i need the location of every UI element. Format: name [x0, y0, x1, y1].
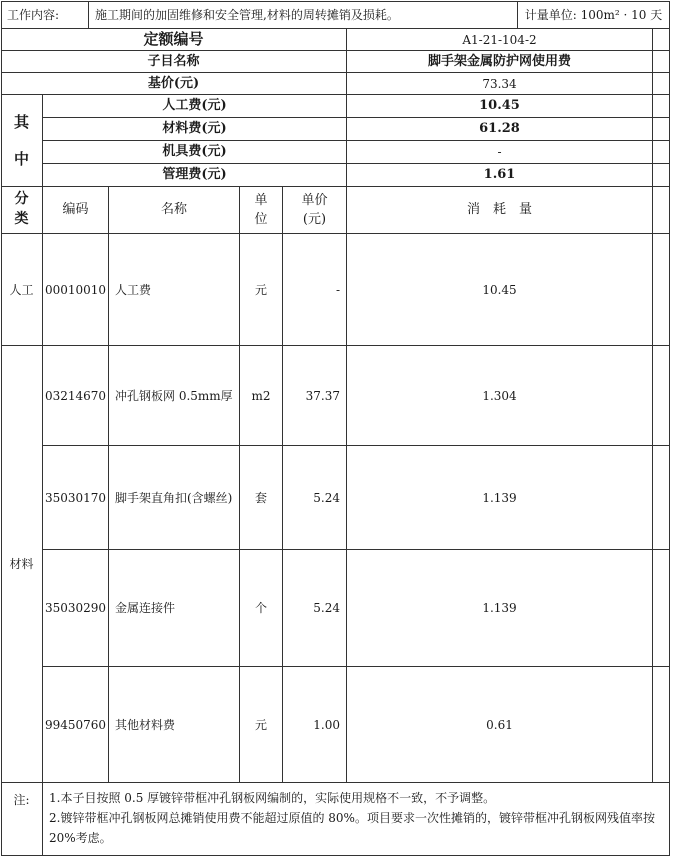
column-code: 编码 [43, 187, 109, 234]
blank-cell [653, 187, 670, 234]
item-name-label: 子目名称 [1, 51, 347, 73]
blank-cell [653, 550, 670, 667]
material-row-code: 35030290 [43, 550, 109, 667]
material-row-qty: 1.139 [347, 446, 653, 550]
blank-cell [653, 141, 670, 164]
labor-cost-label: 人工费(元) [43, 95, 347, 118]
management-cost-value: 1.61 [347, 164, 653, 187]
material-row-qty: 0.61 [347, 667, 653, 783]
material-row-name: 冲孔钢板网 0.5mm厚 [109, 346, 240, 446]
blank-cell [653, 234, 670, 346]
quota-code-label: 定额编号 [1, 29, 347, 51]
labor-cost-value: 10.45 [347, 95, 653, 118]
note-line-1: 1.本子目按照 0.5 厚镀锌带框冲孔钢板网编制的，实际使用规格不一致，不予调整。 [49, 791, 496, 806]
blank-cell [653, 164, 670, 187]
machinery-cost-value: - [347, 141, 653, 164]
material-row-code: 99450760 [43, 667, 109, 783]
column-unit: 单 位 [240, 187, 283, 234]
labor-row-unit: 元 [240, 234, 283, 346]
material-row-price: 5.24 [283, 446, 347, 550]
work-content-label: 工作内容: [1, 1, 89, 29]
management-cost-label: 管理费(元) [43, 164, 347, 187]
notes-label: 注: [1, 783, 43, 856]
quota-code-value: A1-21-104-2 [347, 29, 653, 51]
material-row-unit: 套 [240, 446, 283, 550]
machinery-cost-label: 机具费(元) [43, 141, 347, 164]
column-unit-price: 单价 (元) [283, 187, 347, 234]
material-row-price: 1.00 [283, 667, 347, 783]
blank-cell [653, 51, 670, 73]
column-consumption: 消 耗 量 [347, 187, 653, 234]
blank-cell [653, 346, 670, 446]
blank-cell [653, 118, 670, 141]
breakdown-group-label: 其 中 [1, 95, 43, 187]
material-row-name: 脚手架直角扣(含螺丝) [109, 446, 240, 550]
unit-of-measure: 计量单位: 100m² · 10 天 [518, 1, 670, 29]
column-category: 分 类 [1, 187, 43, 234]
blank-cell [653, 29, 670, 51]
material-row-price: 5.24 [283, 550, 347, 667]
material-row-name: 金属连接件 [109, 550, 240, 667]
material-row-qty: 1.304 [347, 346, 653, 446]
labor-row-price: - [283, 234, 347, 346]
material-row-unit: 个 [240, 550, 283, 667]
material-row-unit: m2 [240, 346, 283, 446]
item-name-value: 脚手架金属防护网使用费 [347, 51, 653, 73]
blank-cell [653, 95, 670, 118]
material-cost-label: 材料费(元) [43, 118, 347, 141]
material-row-code: 35030170 [43, 446, 109, 550]
notes-content [43, 783, 670, 856]
labor-row-name: 人工费 [109, 234, 240, 346]
base-price-label: 基价(元) [1, 73, 347, 95]
category-labor: 人工 [1, 234, 43, 346]
blank-cell [653, 446, 670, 550]
note-line-2: 2.镀锌带框冲孔钢板网总摊销使用费不能超过原值的 80%。项目要求一次性摊销的，镀锌带框冲孔钢板网残值率按 20%考虑。 [49, 811, 655, 845]
material-row-price: 37.37 [283, 346, 347, 446]
material-row-code: 03214670 [43, 346, 109, 446]
blank-cell [653, 73, 670, 95]
material-row-unit: 元 [240, 667, 283, 783]
labor-row-qty: 10.45 [347, 234, 653, 346]
column-name: 名称 [109, 187, 240, 234]
material-row-qty: 1.139 [347, 550, 653, 667]
material-row-name: 其他材料费 [109, 667, 240, 783]
labor-row-code: 00010010 [43, 234, 109, 346]
category-material: 材料 [1, 346, 43, 783]
base-price-value: 73.34 [347, 73, 653, 95]
material-cost-value: 61.28 [347, 118, 653, 141]
work-content-text: 施工期间的加固维修和安全管理,材料的周转摊销及损耗。 [89, 1, 518, 29]
blank-cell [653, 667, 670, 783]
